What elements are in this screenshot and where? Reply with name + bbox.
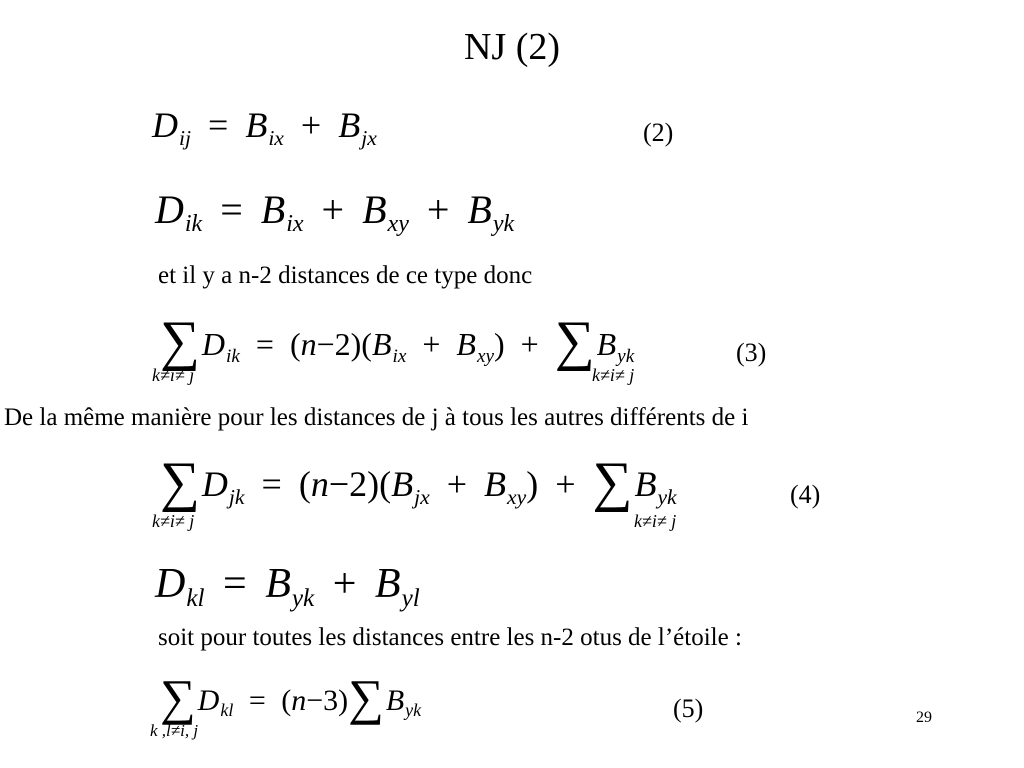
equation-number-5: (5)	[673, 694, 704, 723]
equals-sign: =	[255, 326, 274, 362]
subscript: yk	[617, 345, 635, 367]
subscript: xy	[476, 345, 494, 367]
plus-sign: +	[332, 561, 357, 607]
var-d: D	[152, 105, 178, 145]
var-b: B	[484, 464, 507, 504]
var-b: B	[467, 187, 492, 232]
plus-sign: +	[300, 105, 322, 145]
equation-dik	[155, 187, 515, 238]
paren: (	[281, 684, 292, 717]
plus-sign: +	[555, 464, 576, 504]
subscript: ix	[268, 125, 284, 150]
var-b: B	[456, 326, 476, 362]
var-n: n	[300, 326, 317, 362]
subscript: yk	[492, 211, 515, 238]
var-b: B	[385, 684, 405, 717]
subscript: xy	[507, 484, 527, 509]
subscript: ij	[179, 125, 191, 150]
minus-sign: −	[306, 684, 324, 717]
var-n: n	[310, 464, 329, 504]
var-d: D	[155, 561, 186, 607]
subscript: yk	[291, 584, 315, 612]
subscript: jx	[414, 484, 430, 509]
equals-sign: =	[223, 561, 247, 607]
slide-title: NJ (2)	[463, 26, 561, 68]
equation-number-3: (3)	[736, 338, 767, 367]
var-b: B	[362, 187, 387, 232]
subscript: yk	[405, 700, 422, 721]
subscript: yl	[401, 584, 420, 612]
subscript: jk	[228, 484, 245, 509]
var-b: B	[260, 187, 286, 232]
subscript: kl	[220, 700, 234, 721]
number-two: 2)(	[349, 464, 392, 504]
sum-symbol: ∑	[160, 451, 200, 513]
minus-sign: −	[316, 326, 335, 362]
var-b: B	[338, 105, 361, 145]
page-number: 29	[916, 709, 932, 726]
var-b: B	[596, 326, 617, 362]
sum-limit: k≠i≠ j	[634, 511, 677, 531]
subscript: yk	[657, 484, 677, 509]
sum-symbol: ∑	[348, 669, 384, 725]
subscript: ix	[392, 345, 407, 367]
var-d: D	[197, 684, 220, 717]
equation-number-4: (4)	[790, 480, 821, 509]
var-d: D	[201, 326, 226, 362]
subscript: ix	[286, 211, 304, 238]
sum-limit: k ,l≠i, j	[150, 721, 199, 740]
sum-symbol: ∑	[554, 310, 595, 372]
equals-sign: =	[220, 187, 243, 232]
var-b: B	[634, 464, 657, 504]
number-two: 2)(	[334, 326, 372, 362]
sum-limit: k≠i≠ j	[152, 511, 195, 531]
subscript: jx	[361, 125, 377, 150]
number-three: 3)	[323, 684, 349, 717]
equation-2	[152, 105, 377, 150]
minus-sign: −	[328, 464, 350, 504]
var-d: D	[155, 187, 184, 232]
var-b: B	[245, 105, 268, 145]
equals-sign: =	[261, 464, 282, 504]
var-b: B	[371, 326, 392, 362]
subscript: ik	[184, 211, 203, 238]
paren: )	[526, 464, 539, 504]
equation-3	[160, 310, 635, 372]
var-b: B	[391, 464, 414, 504]
paren: (	[289, 326, 301, 362]
var-b: B	[374, 561, 401, 607]
text-all-distances: soit pour toutes les distances entre les n-2 otus de l’étoile :	[158, 624, 742, 651]
equation-5	[160, 669, 422, 725]
equals-sign: =	[248, 684, 266, 717]
equals-sign: =	[208, 105, 229, 145]
sum-symbol: ∑	[160, 669, 196, 725]
plus-sign: +	[446, 464, 468, 504]
subscript: xy	[387, 211, 409, 238]
text-distances-count: et il y a n-2 distances de ce type donc	[158, 262, 533, 289]
text-same-manner: De la même manière pour les distances de j à tous les autres différents de i	[4, 404, 749, 431]
equation-dkl	[155, 561, 420, 612]
plus-sign: +	[426, 187, 450, 232]
subscript: ik	[226, 345, 240, 367]
subscript: kl	[186, 584, 205, 612]
sum-limit: k≠i≠ j	[592, 365, 635, 385]
paren: )	[494, 326, 505, 362]
equation-4	[160, 451, 677, 513]
sum-limit: k≠i≠ j	[152, 365, 195, 385]
var-n: n	[291, 684, 307, 717]
var-b: B	[265, 561, 291, 607]
var-d: D	[201, 464, 228, 504]
plus-sign: +	[321, 187, 345, 232]
plus-sign: +	[520, 326, 539, 362]
sum-symbol: ∑	[160, 310, 200, 372]
plus-sign: +	[422, 326, 441, 362]
paren: (	[298, 464, 311, 504]
sum-symbol: ∑	[592, 451, 633, 513]
equation-number-2: (2)	[643, 118, 674, 147]
